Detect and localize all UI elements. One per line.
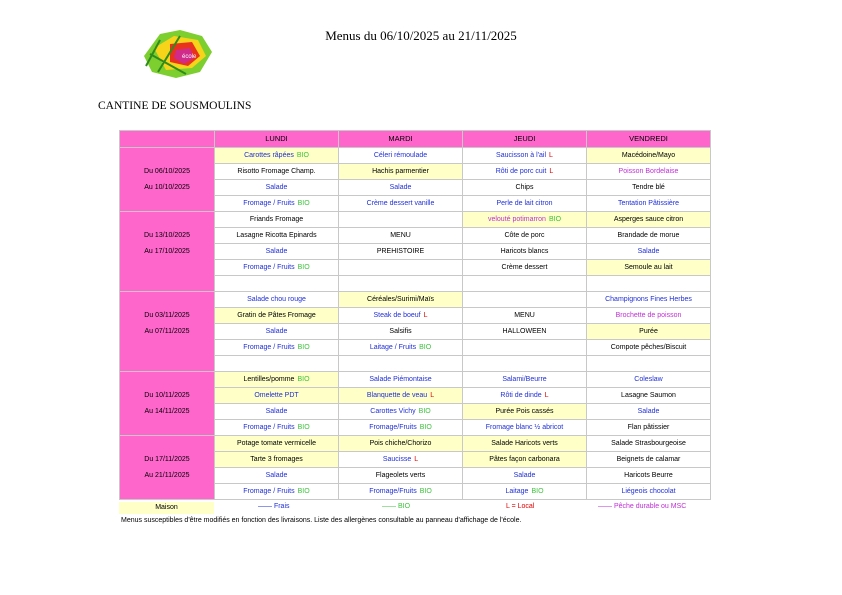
dish-cell <box>339 324 463 340</box>
dish-name: Compote pêches/Biscuit <box>610 343 687 351</box>
menu-row <box>120 228 711 244</box>
dish-name: Chips <box>515 183 534 191</box>
week-date-cell <box>120 436 215 452</box>
week-date-cell <box>120 356 215 372</box>
dish-name: Tentation Pâtissière <box>617 199 680 207</box>
week-date-cell <box>120 420 215 436</box>
legend-local: L = Local <box>506 503 535 510</box>
dish-name: Flan pâtissier <box>627 423 670 431</box>
dish-cell <box>587 164 711 180</box>
dish-name: Salami/Beurre <box>502 375 547 383</box>
week-date-cell <box>120 276 215 292</box>
dish-cell <box>587 484 711 500</box>
dish-cell <box>339 180 463 196</box>
dish-name: Tendre blé <box>632 183 665 191</box>
dish-name: Fromage/Fruits <box>369 423 417 431</box>
menu-row <box>120 196 711 212</box>
legend-bio <box>382 503 410 510</box>
day-header: JEUDI <box>463 131 587 148</box>
dish-cell <box>587 356 711 372</box>
dish-name: Semoule au lait <box>624 263 673 271</box>
dish-name: Lasagne Saumon <box>621 391 676 399</box>
dish-name: Salade <box>265 407 288 415</box>
dish-name: Salade <box>389 183 412 191</box>
bio-tag: BIO <box>419 343 432 351</box>
dish-name: MENU <box>390 231 411 239</box>
dish-name: Coleslaw <box>634 375 663 383</box>
week-date-cell: Au 10/10/2025 <box>120 180 215 196</box>
legend-peche <box>598 503 686 510</box>
dish-name: Saucisse <box>382 455 412 463</box>
dish-cell <box>339 196 463 212</box>
dish-name: Salade chou rouge <box>247 295 306 303</box>
bio-tag: BIO <box>297 263 310 271</box>
dish-cell <box>587 244 711 260</box>
dish-name: Côte de porc <box>504 231 545 239</box>
dish-cell <box>587 324 711 340</box>
dish-cell <box>463 244 587 260</box>
dish-name: Salade <box>265 327 288 335</box>
dish-name: Asperges sauce citron <box>613 215 684 223</box>
dish-cell <box>215 340 339 356</box>
week-date-cell: Du 17/11/2025 <box>120 452 215 468</box>
dish-cell <box>215 148 339 164</box>
dish-name: Salade <box>265 471 288 479</box>
day-header: MARDI <box>339 131 463 148</box>
dish-cell <box>215 244 339 260</box>
week-date-cell: Au 21/11/2025 <box>120 468 215 484</box>
local-tag: L <box>544 391 549 399</box>
menu-row <box>120 292 711 308</box>
dish-cell <box>339 148 463 164</box>
dish-name: Céleri rémoulade <box>373 151 428 159</box>
week-date-cell: Au 07/11/2025 <box>120 324 215 340</box>
menu-row <box>120 324 711 340</box>
menu-table <box>119 130 711 500</box>
dish-cell <box>339 292 463 308</box>
dish-cell <box>339 468 463 484</box>
dish-cell <box>587 196 711 212</box>
dish-name: Salade <box>265 183 288 191</box>
dish-cell <box>215 372 339 388</box>
week-date-cell: Au 14/11/2025 <box>120 404 215 420</box>
bio-tag: BIO <box>548 215 562 223</box>
dish-cell <box>463 148 587 164</box>
dish-cell <box>215 308 339 324</box>
dish-cell <box>463 164 587 180</box>
dish-cell <box>339 212 463 228</box>
dish-name: Flageolets verts <box>375 471 426 479</box>
dish-cell <box>587 404 711 420</box>
dish-cell <box>339 276 463 292</box>
dish-cell <box>339 404 463 420</box>
bio-tag: BIO <box>297 375 310 383</box>
bio-tag: BIO <box>419 487 432 495</box>
dish-name: Fromage / Fruits <box>243 199 295 207</box>
menu-row <box>120 308 711 324</box>
dish-cell <box>587 180 711 196</box>
dish-name: Pois chiche/Chorizo <box>369 439 432 447</box>
dish-cell <box>463 324 587 340</box>
dish-cell <box>463 468 587 484</box>
menu-row <box>120 452 711 468</box>
week-date-cell: Du 10/11/2025 <box>120 388 215 404</box>
dish-cell <box>587 212 711 228</box>
date-column-header <box>120 131 215 148</box>
menu-row <box>120 212 711 228</box>
dish-name: PREHISTOIRE <box>376 247 425 255</box>
menu-row <box>120 436 711 452</box>
dish-cell <box>215 212 339 228</box>
week-date-cell: Au 17/10/2025 <box>120 244 215 260</box>
menu-row <box>120 260 711 276</box>
dish-name: Fromage / Fruits <box>243 263 295 271</box>
dish-cell <box>215 196 339 212</box>
menu-row <box>120 404 711 420</box>
dish-cell <box>587 452 711 468</box>
dish-name: Purée <box>639 327 658 335</box>
bio-tag: BIO <box>531 487 544 495</box>
dish-name: Carottes Vichy <box>370 407 416 415</box>
dish-cell <box>215 276 339 292</box>
dish-cell <box>215 388 339 404</box>
dish-cell <box>463 308 587 324</box>
legend-frais-label: Frais <box>273 503 290 510</box>
dish-name: Crème dessert vanille <box>366 199 435 207</box>
dish-name: Salade Strasbourgeoise <box>611 439 686 447</box>
dish-name: Salade <box>265 247 288 255</box>
menu-row <box>120 356 711 372</box>
dish-cell <box>463 292 587 308</box>
bio-tag: BIO <box>296 151 309 159</box>
canteen-name: CANTINE DE SOUSMOULINS <box>98 100 252 112</box>
dish-cell <box>339 340 463 356</box>
legend-bio-line: —— <box>382 503 396 510</box>
dish-cell <box>339 420 463 436</box>
dish-cell <box>587 228 711 244</box>
dish-cell <box>339 228 463 244</box>
dish-name: Poisson Bordelaise <box>618 167 679 175</box>
dish-cell <box>339 484 463 500</box>
dish-cell <box>463 228 587 244</box>
bio-tag: BIO <box>418 407 431 415</box>
dish-name: Lasagne Ricotta Epinards <box>236 231 317 239</box>
day-header-row <box>120 131 711 148</box>
dish-cell <box>587 260 711 276</box>
dish-name: Liégeois chocolat <box>621 487 676 495</box>
dish-name: Brochette de poisson <box>615 311 682 319</box>
day-header: VENDREDI <box>587 131 711 148</box>
dish-cell <box>463 484 587 500</box>
dish-cell <box>463 388 587 404</box>
dish-name: Risotto Fromage Champ. <box>237 167 316 175</box>
local-tag: L <box>549 151 553 159</box>
dish-cell <box>587 276 711 292</box>
menu-row <box>120 180 711 196</box>
dish-name: Fromage / Fruits <box>243 487 295 495</box>
dish-cell <box>215 356 339 372</box>
week-date-cell <box>120 148 215 164</box>
dish-cell <box>215 260 339 276</box>
dish-cell <box>215 484 339 500</box>
week-date-cell <box>120 196 215 212</box>
dish-name: Laitage / Fruits <box>369 343 417 351</box>
week-date-cell: Du 03/11/2025 <box>120 308 215 324</box>
bio-tag: BIO <box>297 199 310 207</box>
dish-cell <box>587 292 711 308</box>
legend-bio-label: BIO <box>397 503 411 510</box>
dish-name: Tarte 3 fromages <box>250 455 303 463</box>
dish-name: Purée Pois cassés <box>495 407 554 415</box>
dish-name: Fromage / Fruits <box>243 343 295 351</box>
legend-frais <box>258 503 290 510</box>
dish-name: Omelette PDT <box>254 391 299 399</box>
week-date-cell <box>120 372 215 388</box>
dish-name: velouté potimarron <box>487 215 546 223</box>
dish-cell <box>463 260 587 276</box>
dish-cell <box>339 388 463 404</box>
dish-name: Rôti de dinde <box>500 391 542 399</box>
dish-name: Blanquette de veau <box>366 391 428 399</box>
dish-name: Lentilles/pomme <box>243 375 295 383</box>
legend-frais-line: —— <box>258 503 272 510</box>
dish-cell <box>587 436 711 452</box>
menu-row <box>120 276 711 292</box>
allergen-note: Menus susceptibles d'être modifiés en fonction des livraisons. Liste des allergènes consultable au panneau d'affichage de l'école. <box>121 517 522 524</box>
dish-name: Céréales/Surimi/Maïs <box>367 295 434 303</box>
dish-name: Salsifis <box>389 327 412 335</box>
dish-cell <box>339 452 463 468</box>
dish-cell <box>587 372 711 388</box>
menu-row <box>120 372 711 388</box>
dish-cell <box>587 468 711 484</box>
dish-name: Perle de lait citron <box>496 199 553 207</box>
local-tag: L <box>430 391 435 399</box>
dish-name: Gratin de Pâtes Fromage <box>237 311 316 319</box>
bio-tag: BIO <box>297 423 310 431</box>
menu-row <box>120 468 711 484</box>
dish-name: Haricots blancs <box>500 247 549 255</box>
menu-row <box>120 148 711 164</box>
dish-cell <box>339 356 463 372</box>
bio-tag: BIO <box>419 423 432 431</box>
dish-name: Hachis parmentier <box>372 167 429 175</box>
local-tag: L <box>423 311 428 319</box>
dish-cell <box>463 212 587 228</box>
week-date-cell: Du 13/10/2025 <box>120 228 215 244</box>
dish-name: Fromage blanc ½ abricot <box>485 423 564 431</box>
week-date-cell <box>120 340 215 356</box>
menu-row <box>120 244 711 260</box>
menu-row <box>120 484 711 500</box>
menu-row <box>120 388 711 404</box>
dish-cell <box>587 420 711 436</box>
dish-cell <box>587 340 711 356</box>
local-tag: L <box>414 455 419 463</box>
dish-name: Potage tomate vermicelle <box>237 439 316 447</box>
bio-tag: BIO <box>297 343 310 351</box>
dish-cell <box>215 436 339 452</box>
dish-name: Saucisson à l'ail <box>496 151 547 159</box>
dish-name: Fromage/Fruits <box>369 487 417 495</box>
dish-cell <box>215 420 339 436</box>
svg-text:école: école <box>182 54 197 60</box>
menu-row <box>120 420 711 436</box>
legend-maison: Maison <box>119 502 214 514</box>
dish-name: Rôti de porc cuit <box>495 167 547 175</box>
dish-name: Macédoine/Mayo <box>621 151 676 159</box>
dish-cell <box>463 436 587 452</box>
page-title: Menus du 06/10/2025 au 21/11/2025 <box>325 28 517 43</box>
dish-name: Steak de boeuf <box>373 311 421 319</box>
dish-cell <box>463 452 587 468</box>
week-date-cell <box>120 292 215 308</box>
day-header: LUNDI <box>215 131 339 148</box>
dish-cell <box>215 180 339 196</box>
dish-name: Salade <box>637 407 660 415</box>
dish-cell <box>587 308 711 324</box>
dish-name: Haricots Beurre <box>624 471 673 479</box>
dish-cell <box>587 148 711 164</box>
dish-cell <box>339 164 463 180</box>
legend-peche-label: Pêche durable ou MSC <box>613 503 687 510</box>
dish-cell <box>215 164 339 180</box>
dish-name: Salade <box>637 247 660 255</box>
dish-cell <box>587 388 711 404</box>
dish-name: HALLOWEEN <box>502 327 547 335</box>
dish-cell <box>463 180 587 196</box>
bio-tag: BIO <box>297 487 310 495</box>
dish-cell <box>215 404 339 420</box>
dish-name: Beignets de calamar <box>616 455 681 463</box>
dish-cell <box>463 196 587 212</box>
dish-name: Pâtes façon carbonara <box>489 455 560 463</box>
dish-cell <box>463 404 587 420</box>
dish-cell <box>215 468 339 484</box>
dish-name: Crème dessert <box>501 263 548 271</box>
dish-name: Fromage / Fruits <box>243 423 295 431</box>
dish-cell <box>339 436 463 452</box>
dish-cell <box>463 372 587 388</box>
dish-name: Salade <box>513 471 536 479</box>
dish-cell <box>463 276 587 292</box>
dish-name: Friands Fromage <box>249 215 304 223</box>
menu-row <box>120 164 711 180</box>
dish-cell <box>463 420 587 436</box>
dish-cell <box>215 292 339 308</box>
dish-cell <box>215 228 339 244</box>
dish-name: Salade Haricots verts <box>491 439 558 447</box>
dish-name: Laitage <box>505 487 529 495</box>
dish-name: Brandade de morue <box>617 231 680 239</box>
dish-name: Carottes râpées <box>244 151 294 159</box>
dish-cell <box>339 244 463 260</box>
dish-name: Champignons Fines Herbes <box>605 295 692 303</box>
dish-cell <box>463 340 587 356</box>
week-date-cell <box>120 212 215 228</box>
dish-cell <box>215 324 339 340</box>
menu-row <box>120 340 711 356</box>
dish-cell <box>339 308 463 324</box>
week-date-cell <box>120 484 215 500</box>
dish-cell <box>339 372 463 388</box>
dish-cell <box>215 452 339 468</box>
week-date-cell: Du 06/10/2025 <box>120 164 215 180</box>
dish-cell <box>463 356 587 372</box>
dish-name: MENU <box>514 311 535 319</box>
dish-name: Salade Piémontaise <box>369 375 432 383</box>
week-date-cell <box>120 260 215 276</box>
dish-cell <box>339 260 463 276</box>
local-tag: L <box>549 167 554 175</box>
school-logo <box>140 26 216 82</box>
legend-peche-line: —— <box>598 503 612 510</box>
